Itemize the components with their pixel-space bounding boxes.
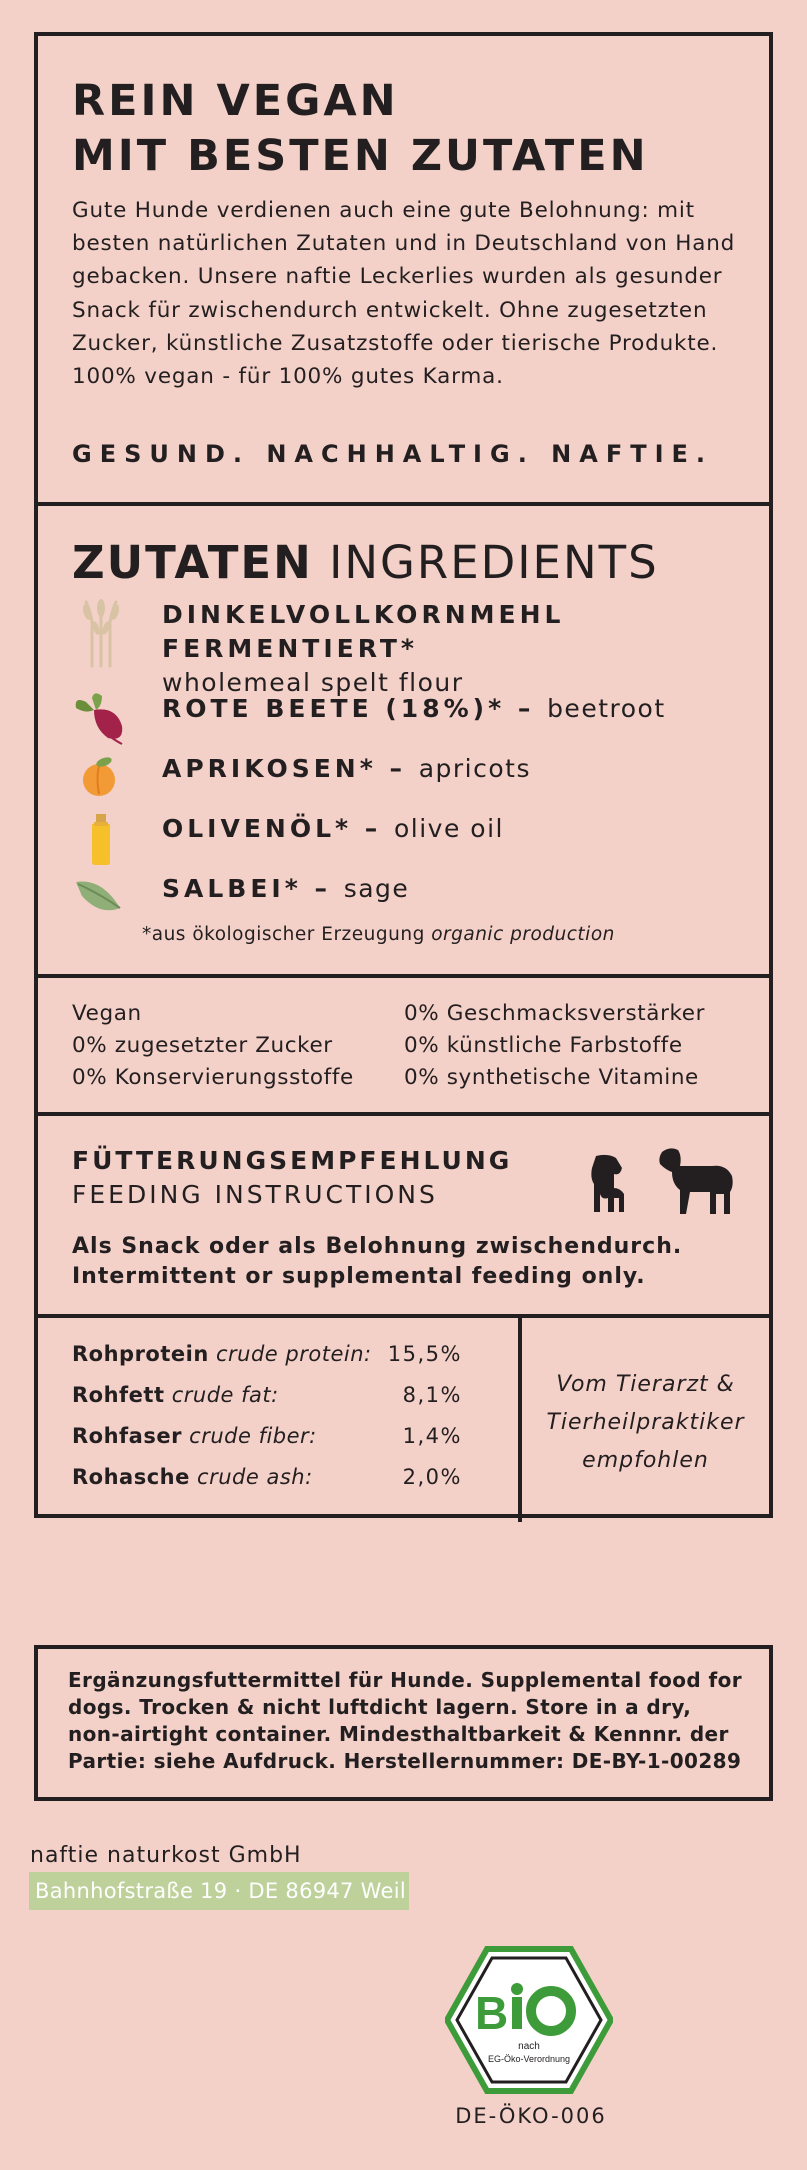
beetroot-icon (72, 692, 130, 746)
analysis-table (38, 1318, 522, 1522)
analysis-label-en: crude protein: (215, 1342, 372, 1366)
analysis-label-en: crude fiber: (189, 1424, 317, 1448)
company-name: naftie naturkost GmbH (30, 1843, 302, 1868)
ingredient-item (72, 752, 749, 806)
ingredient-text (162, 812, 504, 846)
analysis-value: 1,4% (402, 1424, 462, 1448)
claim-item: 0% Konservierungsstoffe (72, 1065, 354, 1090)
ingredient-item (72, 872, 749, 926)
analysis-row (72, 1465, 462, 1489)
claim-item: 0% künstliche Farbstoffe (404, 1033, 683, 1058)
ingredient-item (72, 812, 749, 866)
ingredient-name-de: APRIKOSEN* – (162, 754, 419, 783)
analysis-value: 15,5% (387, 1342, 462, 1366)
claim-item: 0% synthetische Vitamine (404, 1065, 699, 1090)
organic-footnote-en: organic production (431, 924, 615, 945)
ingredient-name-en: wholemeal spelt flour (162, 668, 464, 697)
analysis-section (38, 1314, 769, 1522)
analysis-value: 8,1% (402, 1383, 462, 1407)
tagline: GESUND. NACHHALTIG. NAFTIE. (72, 440, 714, 468)
ingredient-name-en: apricots (418, 754, 531, 783)
analysis-label-de: Rohfaser (72, 1424, 182, 1448)
large-dog-icon (656, 1146, 736, 1216)
feeding-title-de: FÜTTERUNGSEMPFEHLUNG (72, 1146, 513, 1175)
ingredient-text (162, 598, 749, 700)
ingredient-text (162, 752, 531, 786)
legal-text: Ergänzungsfuttermittel für Hunde. Supplemental food for dogs. Trocken & nicht luftdicht lagern. Store in a dry, non-airtight container. Mindesthaltbarkeit & Kennnr. der Partie: siehe Aufdruck. Herstellernummer: DE-BY-1-00289 (68, 1668, 743, 1773)
organic-control-code: DE-ÖKO-006 (455, 2104, 607, 2128)
analysis-row (72, 1342, 462, 1366)
claim-item: 0% zugesetzter Zucker (72, 1033, 333, 1058)
ingredient-text (162, 872, 409, 906)
svg-text:B: B (475, 1987, 509, 2039)
company-address: Bahnhofstraße 19 · DE 86947 Weil (29, 1872, 409, 1910)
intro-title (72, 74, 649, 184)
apricot-icon (72, 752, 130, 806)
ingredient-name-de: SALBEI* – (162, 874, 344, 903)
sage-leaf-icon (72, 872, 130, 926)
ingredient-name-de: ROTE BEETE (18%)* – (162, 694, 548, 723)
bio-logo-sub1: nach (518, 2041, 540, 2052)
oil-bottle-icon (72, 812, 130, 866)
analysis-label-de: Rohasche (72, 1465, 190, 1489)
ingredient-item (72, 692, 749, 746)
analysis-row (72, 1424, 462, 1448)
small-dog-icon (586, 1154, 630, 1214)
vet-recommendation (522, 1366, 769, 1480)
organic-footnote-de: *aus ökologischer Erzeugung (142, 924, 432, 945)
analysis-row (72, 1383, 462, 1407)
legal-notice (34, 1645, 773, 1801)
ingredient-name-en: sage (343, 874, 410, 903)
intro-section (38, 36, 769, 502)
claim-item: Vegan (72, 1001, 142, 1026)
intro-title-line1: REIN VEGAN (72, 76, 399, 126)
feeding-text-en: Intermittent or supplemental feeding only. (72, 1264, 646, 1289)
ingredients-title (72, 536, 659, 589)
analysis-label-en: crude fat: (171, 1383, 279, 1407)
claims-section (38, 974, 769, 1112)
feeding-title-en: FEEDING INSTRUCTIONS (72, 1180, 438, 1209)
analysis-label-en: crude ash: (197, 1465, 313, 1489)
feeding-section (38, 1112, 769, 1314)
ingredients-section (38, 502, 769, 974)
analysis-value: 2,0% (402, 1465, 462, 1489)
ingredient-name-de: DINKELVOLLKORNMEHL FERMENTIERT* (162, 600, 565, 663)
feeding-text (72, 1232, 682, 1292)
ingredients-title-de: ZUTATEN (72, 536, 313, 589)
claims-left (72, 998, 354, 1094)
vet-line: Vom Tierarzt & (556, 1372, 735, 1397)
claim-item: 0% Geschmacksverstärker (404, 1001, 706, 1026)
analysis-label-de: Rohprotein (72, 1342, 209, 1366)
ingredient-text (162, 692, 666, 726)
ingredient-name-en: olive oil (394, 814, 504, 843)
bio-seal-logo (445, 1945, 613, 2095)
claims-right (404, 998, 705, 1094)
ingredient-name-de: OLIVENÖL* – (162, 814, 394, 843)
bio-logo-sub2: EG-Öko-Verordnung (487, 2054, 571, 2064)
intro-text: Gute Hunde verdienen auch eine gute Belohnung: mit besten natürlichen Zutaten und in Deutschland von Hand gebacken. Unsere naftie Leckerlies wurden als gesunder Snack für zwischendurch entwickelt. Ohne zugesetzten Zucker, künstliche Zusatzstoffe oder tierische Produkte. 100% vegan - für 100% gutes Karma. (72, 198, 736, 390)
feeding-text-de: Als Snack oder als Belohnung zwischendurch. (72, 1234, 683, 1259)
ingredient-item (72, 598, 749, 700)
organic-footnote (142, 924, 615, 945)
vet-line: empfohlen (582, 1448, 709, 1473)
intro-title-line2: MIT BESTEN ZUTATEN (72, 131, 649, 181)
info-panel (34, 32, 773, 1518)
ingredient-name-en: beetroot (547, 694, 666, 723)
ingredients-title-en: INGREDIENTS (329, 536, 659, 589)
vet-line: Tierheilpraktiker (546, 1410, 745, 1435)
wheat-icon (72, 598, 130, 668)
analysis-label-de: Rohfett (72, 1383, 165, 1407)
